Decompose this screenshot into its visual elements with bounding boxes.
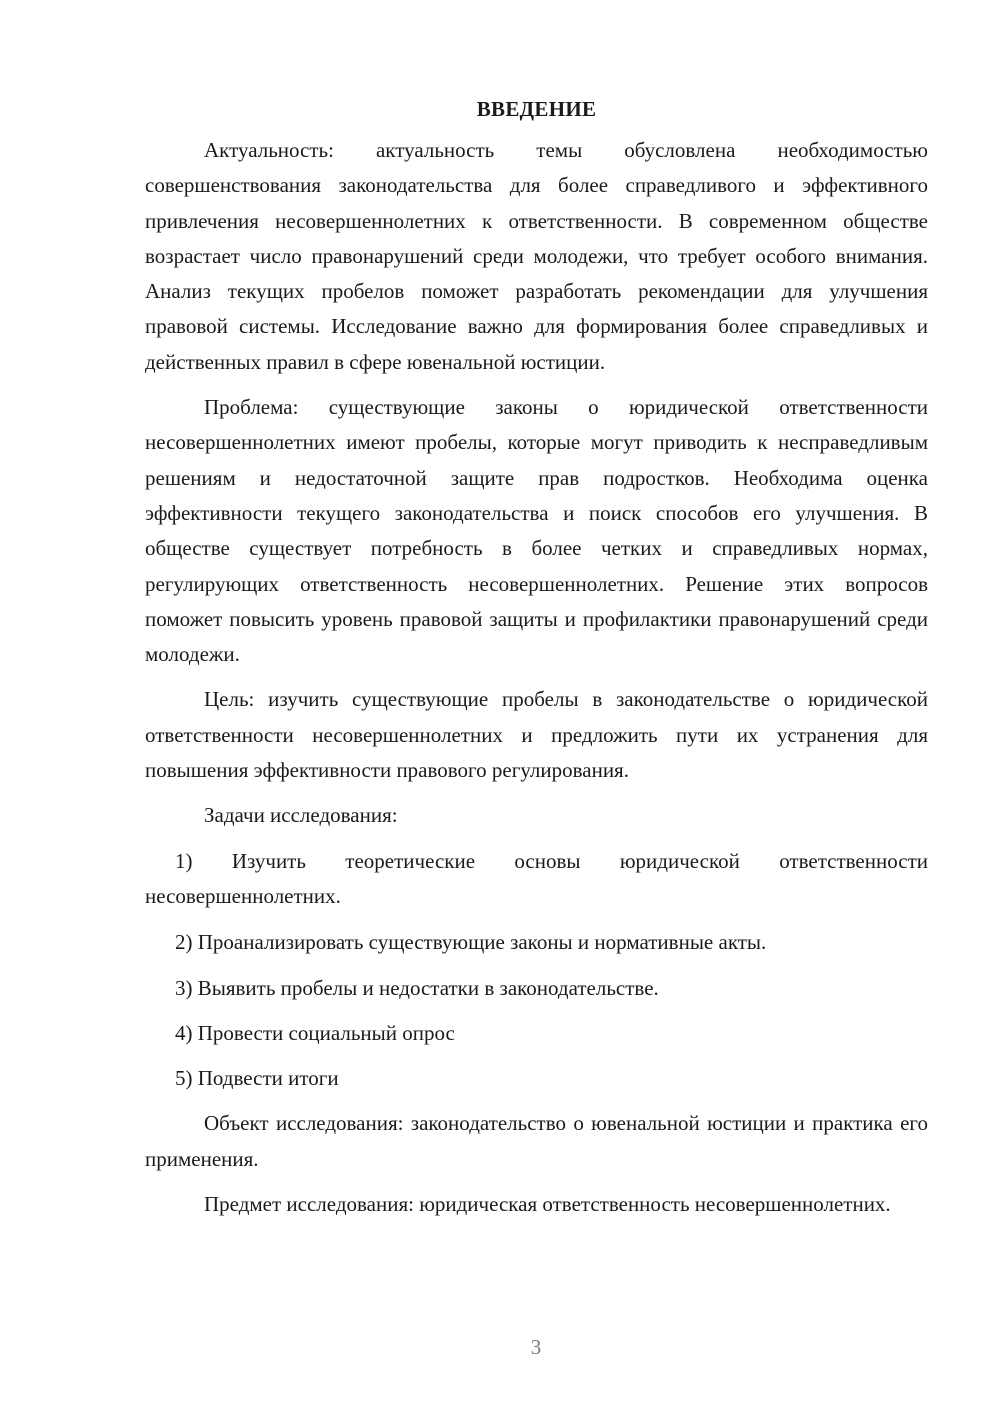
subject-paragraph: Предмет исследования: юридическая ответственность несовершеннолетних. [204,1192,891,1217]
goal-paragraph: Цель: изучить существующие пробелы в законодательстве о юридической ответственности несовершеннолетних и предложить пути их устранения для повышения эффективности правового регулирования. [145,687,928,783]
problem-paragraph: Проблема: существующие законы о юридической ответственности несовершеннолетних имеют пробелы, которые могут приводить к несправедливым решениям и недостаточной защите прав подростков. Необходима оценка эффективности текущего законодательства и поиск способов его улучшения. В обществе существует потребность в более четких и справедливых нормах, регулирующих ответственность несовершеннолетних. Решение этих вопросов поможет повысить уровень правовой защиты и профилактики правонарушений среди молодежи. [145,395,928,667]
tasks-heading: Задачи исследования: [204,803,398,828]
task-item: 5) Подвести итоги [175,1066,339,1091]
relevance-paragraph: Актуальность: актуальность темы обусловлена необходимостью совершенствования законодательства для более справедливого и эффективного привлечения несовершеннолетних к ответственности. В современном обществе возрастает число правонарушений среди молодежи, что требует особого внимания. Анализ текущих пробелов поможет разработать рекомендации для улучшения правовой системы. Исследование важно для формирования более справедливых и действенных правил в сфере ювенальной юстиции. [145,138,928,374]
tasks-list [145,844,928,1097]
task-item: 2) Проанализировать существующие законы и нормативные акты. [175,930,767,955]
page-number: 3 [530,1335,542,1359]
object-paragraph: Объект исследования: законодательство о ювенальной юстиции и практика его применения. [145,1111,928,1171]
task-item: 4) Провести социальный опрос [175,1020,455,1045]
task-item: 1) Изучить теоретические основы юридической ответственности несовершеннолетних. [145,848,928,908]
task-item: 3) Выявить пробелы и недостатки в законодательстве. [175,975,659,1000]
document-page [145,92,928,1232]
section-title: ВВЕДЕНИЕ [476,97,597,121]
